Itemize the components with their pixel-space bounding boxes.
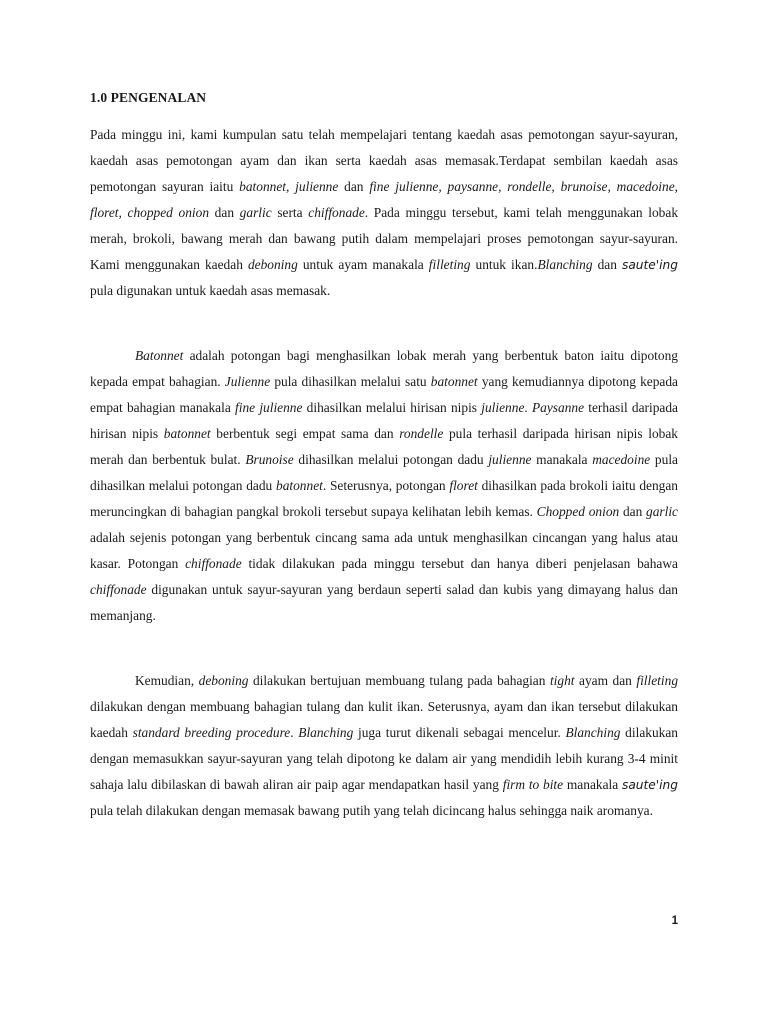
text-run: dan [619,504,647,519]
paragraph-introduction [90,122,678,304]
text-run: adalah potongan bagi menghasilkan lobak merah yang berbentuk baton iaitu dipotong kepada empat bahagian. [90,348,678,389]
italic-term: fine julienne [235,400,303,415]
italic-term: fine julienne, paysanne, rondelle, brunoise, macedoine, floret, chopped onion [90,179,679,220]
italic-term: chiffonade [185,556,242,571]
paragraph-vegetable-cuts [90,343,678,629]
italic-term: Blanching [565,725,621,740]
italic-term: deboning [247,257,298,272]
italic-term: Chopped onion [536,504,620,519]
text-run: pula terhasil daripada hirisan nipis lobak merah dan berbentuk bulat. [90,426,679,467]
text-run: pula digunakan untuk kaedah asas memasak. [90,283,331,298]
text-run: untuk ayam manakala [297,257,429,272]
italic-term: Paysanne [531,400,585,415]
text-run: . Pada minggu tersebut, kami telah menggunakan lobak merah, brokoli, bawang merah dan bawang putih dalam mempelajari proses pemotongan sayur-sayuran. Kami menggunakan kaedah [90,205,679,272]
text-run: dilakukan dengan memasukkan sayur-sayuran yang telah dipotong ke dalam air yang mendidih lebih kurang 3-4 minit sahaja lalu dibilaskan di bawah aliran air paip agar mendapatkan hasil yang [90,725,678,792]
italic-term: tight [549,673,575,688]
text-run: dilakukan dengan membuang bahagian tulang dan kulit ikan. Seterusnya, ayam dan ikan tersebut dilakukan kaedah [90,699,678,740]
text-run: terhasil daripada hirisan nipis [90,400,678,441]
italic-term: filleting [428,257,471,272]
text-run: pula telah dilakukan dengan memasak bawang putih yang telah dicincang halus sehingga naik aromanya. [90,803,653,818]
text-run: . Seterusnya, potongan [322,478,450,493]
text-run: adalah sejenis potongan yang berbentuk cincang sama ada untuk menghasilkan cincangan yang halus atau kasar. Potongan [90,530,678,571]
text-run: dilakukan bertujuan membuang tulang pada bahagian [248,673,550,688]
text-run: . [290,725,299,740]
paragraph-meat-and-cooking [90,668,678,824]
text-run: dan [209,205,240,220]
italic-term: Brunoise [245,452,294,467]
text-run: juga turut dikenali sebagai mencelur. [353,725,566,740]
italic-term: chiffonade [90,582,147,597]
italic-term: batonnet [163,426,211,441]
text-run: serta [271,205,309,220]
italic-term: garlic [239,205,272,220]
italic-term: Julienne [224,374,271,389]
text-run: dihasilkan melalui hirisan nipis [302,400,482,415]
italic-term: garlic [646,504,679,519]
text-run: digunakan untuk sayur-sayuran yang berdaun seperti salad dan kubis yang dimayang halus dan memanjang. [90,582,678,623]
italic-term: standard breeding procedure [132,725,291,740]
italic-term: batonnet, julienne [239,179,339,194]
italic-term: Blanching [537,257,593,272]
italic-term: julienne [481,400,525,415]
text-run: pula dihasilkan melalui potongan dadu [90,452,678,493]
section-heading: 1.0 PENGENALAN [90,90,207,105]
italic-term: filleting [636,673,679,688]
text-run: . [524,400,532,415]
text-run: ayam dan [574,673,637,688]
italic-term: batonnet [276,478,323,493]
text-run: Pada minggu ini, kami kumpulan satu telah mempelajari tentang kaedah asas pemotongan sayur-sayuran, kaedah asas pemotongan ayam dan ikan serta kaedah asas memasak.Terdapat sembilan kaedah asas pemotongan sayuran iaitu [90,127,678,194]
text-run: dihasilkan melalui potongan dadu [293,452,489,467]
italic-term: Blanching [298,725,354,740]
text-run: dihasilkan pada brokoli iaitu dengan meruncingkan di bahagian pangkal brokoli tersebut supaya kelihatan lebih kemas. [90,478,678,519]
text-run: Kemudian, [135,673,199,688]
text-run: yang kemudiannya dipotong kepada empat bahagian manakala [90,374,678,415]
italic-term: Batonnet [135,348,184,363]
italic-term: chiffonade [308,205,365,220]
italic-term: batonnet [430,374,478,389]
text-run: dan [592,257,622,272]
text-run: berbentuk segi empat sama dan [210,426,400,441]
italic-term: saute'ing [621,258,678,272]
text-run: manakala [531,452,593,467]
italic-term: deboning [198,673,249,688]
italic-term: floret [449,478,478,493]
italic-term: julienne [488,452,532,467]
text-run: manakala [563,777,622,792]
text-run: pula dihasilkan melalui satu [270,374,431,389]
italic-term: firm to bite [502,777,564,792]
italic-term: rondelle [399,426,444,441]
italic-term: saute'ing [621,778,679,792]
text-run: dan [338,179,370,194]
page-number: 1 [671,915,678,927]
italic-term: macedoine [592,452,651,467]
text-run: tidak dilakukan pada minggu tersebut dan hanya diberi penjelasan bahawa [241,556,678,571]
text-run: untuk ikan. [470,257,538,272]
